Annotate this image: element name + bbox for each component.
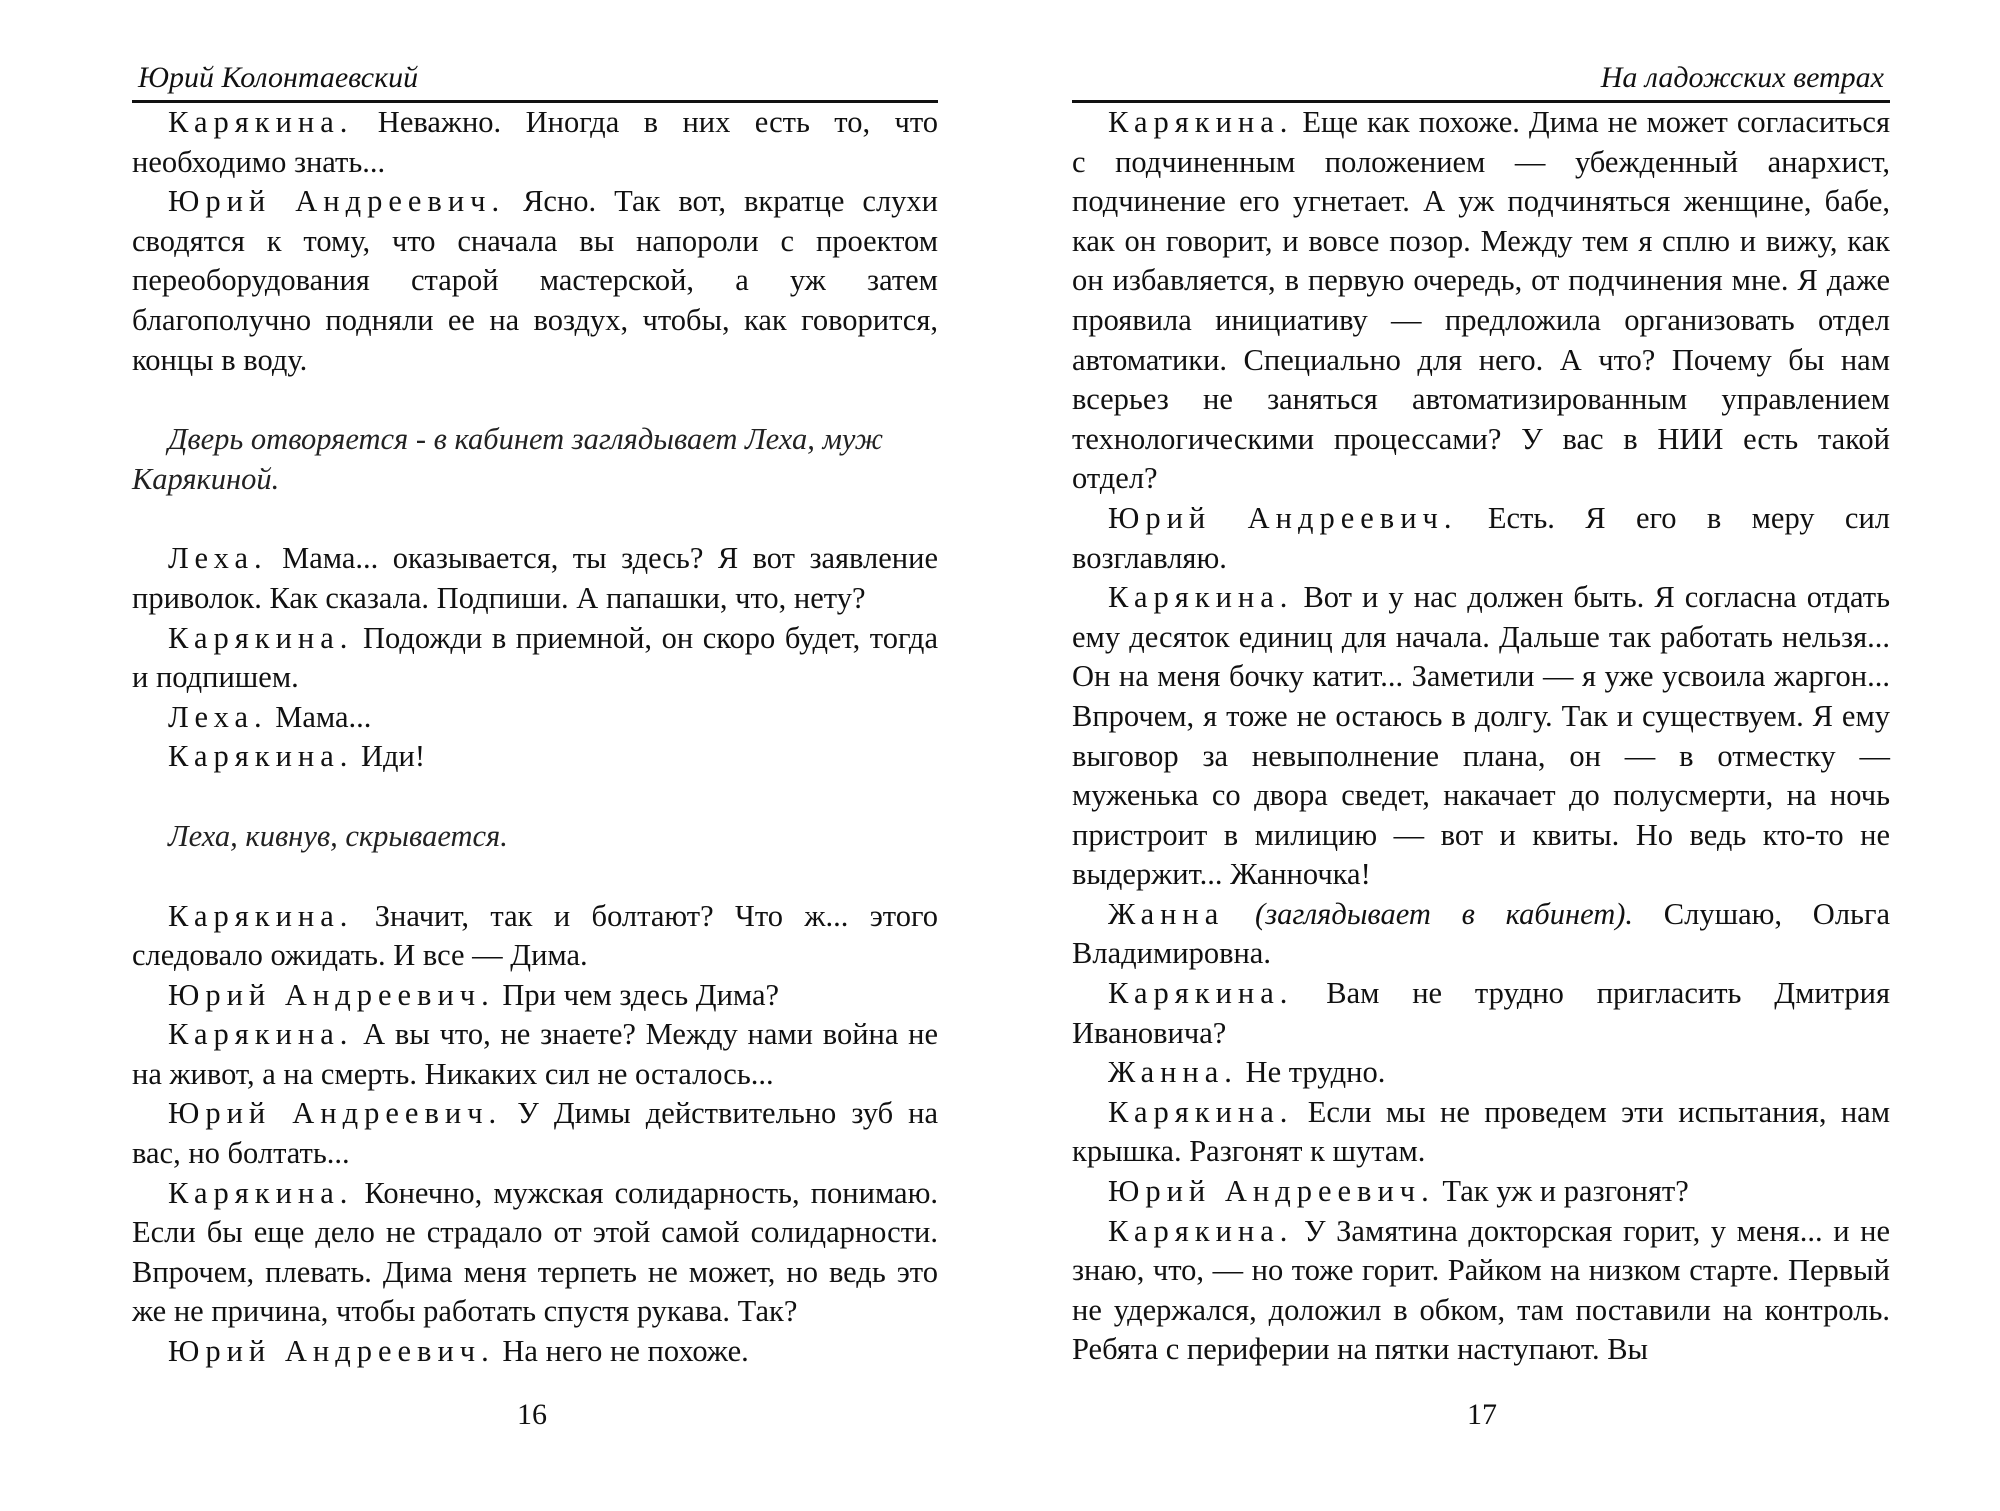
left-header-author: Юрий Колонтаевский — [138, 61, 419, 94]
inline-stage-direction: (заглядывает в кабинет). — [1224, 896, 1634, 931]
dialogue-line: Юрий Андреевич. Так уж и разгонят? — [1108, 1174, 1689, 1209]
dialogue-line: Карякина. У Замятина докторская горит, у меня... и не знаю, что, — но тоже горит. Райком на низком старте. Первый не удержался, доложил в обком, там поставили на контроль. Ребята с периферии на пятки наступают. Вы — [1072, 1213, 1890, 1367]
stage-direction: Леха, кивнув, скрывается. — [168, 818, 508, 853]
dialogue-line: Жанна (заглядывает в кабинет). Слушаю, Ольга Владимировна. — [1072, 896, 1891, 971]
dialogue-line: Леха. Мама... оказывается, ты здесь? Я вот заявление приволок. Как сказала. Подпиши. А папашки, что, нету? — [132, 541, 938, 615]
right-page — [1072, 0, 1890, 1511]
right-page-number: 17 — [1467, 1398, 1497, 1431]
right-running-header — [1072, 58, 1890, 103]
left-running-header — [132, 58, 938, 103]
dialogue-line: Леха. Мама... — [168, 699, 372, 734]
stage-direction: Дверь отворяется - в кабинет заглядывает Леха, муж Карякиной. — [132, 422, 884, 496]
dialogue-line: Карякина. Вам не трудно пригласить Дмитрия Ивановича? — [1072, 976, 1890, 1050]
left-page-text — [132, 103, 938, 1372]
dialogue-line: Юрий Андреевич. У Димы действительно зуб на вас, но болтать... — [132, 1096, 938, 1171]
right-header-title: На ладожских ветрах — [1600, 61, 1884, 94]
dialogue-line: Юрий Андреевич. На него не похоже. — [168, 1334, 749, 1369]
dialogue-line: Жанна. Не трудно. — [1108, 1055, 1386, 1090]
dialogue-line: Карякина. Иди! — [168, 739, 426, 774]
dialogue-line: Карякина. Еще как похоже. Дима не может согласиться с подчиненным положением — убежденный анархист, подчинение его угнетает. А уж подчиняться женщине, бабе, как он говорит, и вовсе позор. Между тем я сплю и вижу, как он избавляется, в первую очередь, от подчинения мне. Я даже проявила инициативу — предложила организовать отдел автоматики. Специально для него. А что? Почему бы нам всерьез не заняться автоматизированным управлением технологическими процессами? У вас в НИИ есть такой отдел? — [1072, 105, 1890, 496]
dialogue-line: Карякина. А вы что, не знаете? Между нами война не на живот, а на смерть. Никаких сил не осталось... — [132, 1017, 938, 1091]
dialogue-line: Карякина. Неважно. Иногда в них есть то, что необходимо знать... — [132, 105, 938, 179]
dialogue-line: Юрий Андреевич. Ясно. Так вот, вкратце слухи сводятся к тому, что сначала вы напороли с проектом переоборудования старой мастерской, а уж затем благополучно подняли ее на воздух, чтобы, как говорится, концы в воду. — [132, 184, 938, 377]
dialogue-line: Карякина. Значит, так и болтают? Что ж... этого следовало ожидать. И все — Дима. — [132, 898, 938, 973]
dialogue-line: Карякина. Вот и у нас должен быть. Я согласна отдать ему десяток единиц для начала. Дальше так работать нельзя... Он на меня бочку катит... Заметили — я уже усвоила жаргон... Впрочем, я тоже не остаюсь в долгу. Так и существуем. Я ему выговор за невыполнение плана, он — в отместку — муженька со двора сведет, накачает до полусмерти, на ночь пристроит в милицию — вот и квиты. Но ведь кто-то не выдержит... Жанночка! — [1072, 580, 1890, 892]
right-page-text — [1072, 103, 1890, 1370]
dialogue-line: Юрий Андреевич. При чем здесь Дима? — [168, 977, 780, 1012]
dialogue-line: Юрий Андреевич. Есть. Я его в меру сил возглавляю. — [1072, 500, 1890, 575]
left-page — [132, 0, 938, 1511]
dialogue-line: Карякина. Если мы не проведем эти испытания, нам крышка. Разгонят к шутам. — [1072, 1094, 1890, 1169]
left-page-number: 16 — [517, 1398, 547, 1431]
dialogue-line: Карякина. Конечно, мужская солидарность, понимаю. Если бы еще дело не страдало от этой самой солидарности. Впрочем, плевать. Дима меня терпеть не может, но ведь это же не причина, чтобы работать спустя рукава. Так? — [132, 1175, 938, 1329]
dialogue-line: Карякина. Подожди в приемной, он скоро будет, тогда и подпишем. — [132, 620, 938, 695]
